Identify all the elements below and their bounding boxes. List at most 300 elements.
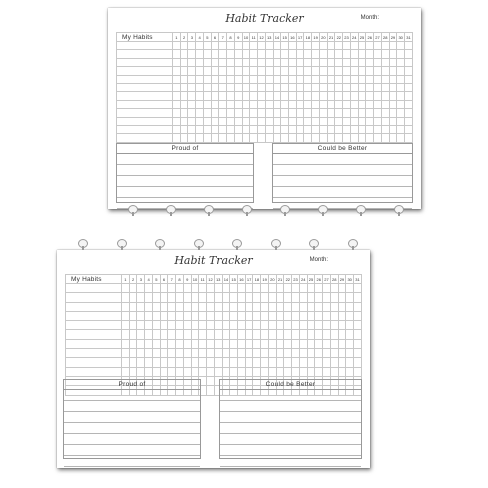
day-checkbox-cell[interactable] [258,67,266,75]
day-checkbox-cell[interactable] [381,109,389,117]
day-checkbox-cell[interactable] [327,58,335,66]
day-checkbox-cell[interactable] [183,284,191,293]
day-checkbox-cell[interactable] [238,321,246,330]
day-checkbox-cell[interactable] [268,367,276,376]
day-checkbox-cell[interactable] [405,100,413,108]
day-checkbox-cell[interactable] [281,109,289,117]
day-checkbox-cell[interactable] [323,330,331,339]
day-checkbox-cell[interactable] [258,42,266,50]
day-checkbox-cell[interactable] [242,50,250,58]
day-checkbox-cell[interactable] [281,58,289,66]
day-checkbox-cell[interactable] [234,125,242,133]
day-checkbox-cell[interactable] [196,100,204,108]
day-checkbox-cell[interactable] [381,134,389,142]
day-checkbox-cell[interactable] [292,349,300,358]
day-checkbox-cell[interactable] [405,75,413,83]
day-checkbox-cell[interactable] [122,302,130,311]
day-checkbox-cell[interactable] [281,100,289,108]
day-checkbox-cell[interactable] [203,83,211,91]
day-checkbox-cell[interactable] [196,67,204,75]
day-checkbox-cell[interactable] [176,284,184,293]
day-checkbox-cell[interactable] [145,284,153,293]
day-checkbox-cell[interactable] [261,284,269,293]
day-checkbox-cell[interactable] [253,293,261,302]
day-checkbox-cell[interactable] [292,321,300,330]
day-checkbox-cell[interactable] [358,42,366,50]
day-checkbox-cell[interactable] [276,349,284,358]
day-checkbox-cell[interactable] [354,358,362,367]
day-checkbox-cell[interactable] [304,92,312,100]
day-checkbox-cell[interactable] [219,92,227,100]
day-checkbox-cell[interactable] [122,358,130,367]
day-checkbox-cell[interactable] [203,134,211,142]
day-checkbox-cell[interactable] [137,284,145,293]
day-checkbox-cell[interactable] [281,50,289,58]
day-checkbox-cell[interactable] [299,349,307,358]
day-checkbox-cell[interactable] [343,109,351,117]
habit-name-cell[interactable] [66,311,122,320]
day-checkbox-cell[interactable] [258,100,266,108]
day-checkbox-cell[interactable] [330,330,338,339]
habit-name-cell[interactable] [117,75,173,83]
day-checkbox-cell[interactable] [307,321,315,330]
day-checkbox-cell[interactable] [234,83,242,91]
day-checkbox-cell[interactable] [268,311,276,320]
day-checkbox-cell[interactable] [312,58,320,66]
day-checkbox-cell[interactable] [168,321,176,330]
day-checkbox-cell[interactable] [366,125,374,133]
day-checkbox-cell[interactable] [312,117,320,125]
day-checkbox-cell[interactable] [350,75,358,83]
day-checkbox-cell[interactable] [242,83,250,91]
day-checkbox-cell[interactable] [397,109,405,117]
day-checkbox-cell[interactable] [346,349,354,358]
day-checkbox-cell[interactable] [160,367,168,376]
day-checkbox-cell[interactable] [330,321,338,330]
day-checkbox-cell[interactable] [250,125,258,133]
day-checkbox-cell[interactable] [307,367,315,376]
day-checkbox-cell[interactable] [327,83,335,91]
day-checkbox-cell[interactable] [335,100,343,108]
day-checkbox-cell[interactable] [338,358,346,367]
day-checkbox-cell[interactable] [242,42,250,50]
day-checkbox-cell[interactable] [296,83,304,91]
day-checkbox-cell[interactable] [191,330,199,339]
day-checkbox-cell[interactable] [227,134,235,142]
day-checkbox-cell[interactable] [397,100,405,108]
day-checkbox-cell[interactable] [312,92,320,100]
day-checkbox-cell[interactable] [358,134,366,142]
day-checkbox-cell[interactable] [191,358,199,367]
day-checkbox-cell[interactable] [168,339,176,348]
day-checkbox-cell[interactable] [273,67,281,75]
day-checkbox-cell[interactable] [335,67,343,75]
day-checkbox-cell[interactable] [327,134,335,142]
day-checkbox-cell[interactable] [307,311,315,320]
day-checkbox-cell[interactable] [137,293,145,302]
day-checkbox-cell[interactable] [183,339,191,348]
day-checkbox-cell[interactable] [234,42,242,50]
day-checkbox-cell[interactable] [160,302,168,311]
day-checkbox-cell[interactable] [284,358,292,367]
day-checkbox-cell[interactable] [191,349,199,358]
day-checkbox-cell[interactable] [145,293,153,302]
day-checkbox-cell[interactable] [173,58,181,66]
habit-name-cell[interactable] [66,330,122,339]
day-checkbox-cell[interactable] [250,92,258,100]
day-checkbox-cell[interactable] [346,284,354,293]
day-checkbox-cell[interactable] [173,83,181,91]
day-checkbox-cell[interactable] [289,83,297,91]
day-checkbox-cell[interactable] [196,92,204,100]
day-checkbox-cell[interactable] [168,349,176,358]
day-checkbox-cell[interactable] [203,75,211,83]
day-checkbox-cell[interactable] [214,349,222,358]
day-checkbox-cell[interactable] [191,302,199,311]
day-checkbox-cell[interactable] [242,67,250,75]
day-checkbox-cell[interactable] [176,302,184,311]
habit-name-cell[interactable] [66,367,122,376]
day-checkbox-cell[interactable] [381,125,389,133]
day-checkbox-cell[interactable] [358,58,366,66]
day-checkbox-cell[interactable] [245,321,253,330]
day-checkbox-cell[interactable] [242,134,250,142]
day-checkbox-cell[interactable] [312,100,320,108]
day-checkbox-cell[interactable] [304,83,312,91]
day-checkbox-cell[interactable] [289,58,297,66]
day-checkbox-cell[interactable] [183,321,191,330]
day-checkbox-cell[interactable] [219,42,227,50]
day-checkbox-cell[interactable] [234,50,242,58]
day-checkbox-cell[interactable] [234,67,242,75]
day-checkbox-cell[interactable] [234,100,242,108]
day-checkbox-cell[interactable] [296,75,304,83]
day-checkbox-cell[interactable] [276,284,284,293]
day-checkbox-cell[interactable] [199,367,207,376]
day-checkbox-cell[interactable] [319,58,327,66]
day-checkbox-cell[interactable] [160,358,168,367]
day-checkbox-cell[interactable] [268,321,276,330]
day-checkbox-cell[interactable] [245,311,253,320]
day-checkbox-cell[interactable] [168,367,176,376]
day-checkbox-cell[interactable] [253,358,261,367]
day-checkbox-cell[interactable] [214,311,222,320]
day-checkbox-cell[interactable] [381,50,389,58]
habit-name-cell[interactable] [117,83,173,91]
day-checkbox-cell[interactable] [292,367,300,376]
day-checkbox-cell[interactable] [227,100,235,108]
day-checkbox-cell[interactable] [265,50,273,58]
day-checkbox-cell[interactable] [273,134,281,142]
day-checkbox-cell[interactable] [188,109,196,117]
day-checkbox-cell[interactable] [250,50,258,58]
day-checkbox-cell[interactable] [211,109,219,117]
day-checkbox-cell[interactable] [312,67,320,75]
day-checkbox-cell[interactable] [338,284,346,293]
day-checkbox-cell[interactable] [350,50,358,58]
habit-name-cell[interactable] [66,284,122,293]
habit-name-cell[interactable] [66,358,122,367]
day-checkbox-cell[interactable] [354,321,362,330]
day-checkbox-cell[interactable] [327,75,335,83]
day-checkbox-cell[interactable] [188,50,196,58]
day-checkbox-cell[interactable] [196,42,204,50]
day-checkbox-cell[interactable] [180,50,188,58]
day-checkbox-cell[interactable] [253,330,261,339]
day-checkbox-cell[interactable] [265,117,273,125]
day-checkbox-cell[interactable] [327,117,335,125]
day-checkbox-cell[interactable] [180,117,188,125]
day-checkbox-cell[interactable] [319,67,327,75]
day-checkbox-cell[interactable] [203,100,211,108]
day-checkbox-cell[interactable] [129,311,137,320]
day-checkbox-cell[interactable] [242,109,250,117]
day-checkbox-cell[interactable] [319,125,327,133]
day-checkbox-cell[interactable] [222,321,230,330]
day-checkbox-cell[interactable] [207,339,215,348]
day-checkbox-cell[interactable] [214,284,222,293]
day-checkbox-cell[interactable] [289,125,297,133]
day-checkbox-cell[interactable] [230,293,238,302]
day-checkbox-cell[interactable] [281,67,289,75]
day-checkbox-cell[interactable] [196,83,204,91]
day-checkbox-cell[interactable] [214,339,222,348]
day-checkbox-cell[interactable] [265,92,273,100]
day-checkbox-cell[interactable] [312,50,320,58]
day-checkbox-cell[interactable] [173,67,181,75]
day-checkbox-cell[interactable] [284,321,292,330]
day-checkbox-cell[interactable] [327,42,335,50]
day-checkbox-cell[interactable] [176,293,184,302]
day-checkbox-cell[interactable] [315,367,323,376]
day-checkbox-cell[interactable] [250,117,258,125]
day-checkbox-cell[interactable] [196,75,204,83]
habit-name-cell[interactable] [66,339,122,348]
day-checkbox-cell[interactable] [335,58,343,66]
day-checkbox-cell[interactable] [374,67,382,75]
day-checkbox-cell[interactable] [389,134,397,142]
day-checkbox-cell[interactable] [299,339,307,348]
day-checkbox-cell[interactable] [374,58,382,66]
day-checkbox-cell[interactable] [199,339,207,348]
day-checkbox-cell[interactable] [389,83,397,91]
day-checkbox-cell[interactable] [227,67,235,75]
day-checkbox-cell[interactable] [152,293,160,302]
day-checkbox-cell[interactable] [173,125,181,133]
day-checkbox-cell[interactable] [191,367,199,376]
day-checkbox-cell[interactable] [296,134,304,142]
day-checkbox-cell[interactable] [354,311,362,320]
day-checkbox-cell[interactable] [296,67,304,75]
day-checkbox-cell[interactable] [227,42,235,50]
day-checkbox-cell[interactable] [354,293,362,302]
day-checkbox-cell[interactable] [183,293,191,302]
day-checkbox-cell[interactable] [238,349,246,358]
day-checkbox-cell[interactable] [258,92,266,100]
day-checkbox-cell[interactable] [207,293,215,302]
day-checkbox-cell[interactable] [222,284,230,293]
day-checkbox-cell[interactable] [238,367,246,376]
day-checkbox-cell[interactable] [230,302,238,311]
day-checkbox-cell[interactable] [296,58,304,66]
day-checkbox-cell[interactable] [122,339,130,348]
day-checkbox-cell[interactable] [253,302,261,311]
day-checkbox-cell[interactable] [343,100,351,108]
day-checkbox-cell[interactable] [358,100,366,108]
day-checkbox-cell[interactable] [296,109,304,117]
day-checkbox-cell[interactable] [374,42,382,50]
day-checkbox-cell[interactable] [338,321,346,330]
day-checkbox-cell[interactable] [219,50,227,58]
day-checkbox-cell[interactable] [199,330,207,339]
day-checkbox-cell[interactable] [273,42,281,50]
day-checkbox-cell[interactable] [145,349,153,358]
day-checkbox-cell[interactable] [350,117,358,125]
day-checkbox-cell[interactable] [207,311,215,320]
day-checkbox-cell[interactable] [258,50,266,58]
day-checkbox-cell[interactable] [173,100,181,108]
day-checkbox-cell[interactable] [145,311,153,320]
day-checkbox-cell[interactable] [405,117,413,125]
day-checkbox-cell[interactable] [374,83,382,91]
day-checkbox-cell[interactable] [307,284,315,293]
day-checkbox-cell[interactable] [145,339,153,348]
day-checkbox-cell[interactable] [129,284,137,293]
day-checkbox-cell[interactable] [296,117,304,125]
day-checkbox-cell[interactable] [312,42,320,50]
day-checkbox-cell[interactable] [207,302,215,311]
day-checkbox-cell[interactable] [299,358,307,367]
day-checkbox-cell[interactable] [196,125,204,133]
day-checkbox-cell[interactable] [330,302,338,311]
day-checkbox-cell[interactable] [327,125,335,133]
day-checkbox-cell[interactable] [299,311,307,320]
day-checkbox-cell[interactable] [122,293,130,302]
habit-name-cell[interactable] [117,117,173,125]
day-checkbox-cell[interactable] [268,330,276,339]
day-checkbox-cell[interactable] [397,50,405,58]
day-checkbox-cell[interactable] [273,125,281,133]
day-checkbox-cell[interactable] [327,92,335,100]
day-checkbox-cell[interactable] [258,83,266,91]
day-checkbox-cell[interactable] [381,100,389,108]
day-checkbox-cell[interactable] [335,134,343,142]
day-checkbox-cell[interactable] [219,83,227,91]
day-checkbox-cell[interactable] [265,58,273,66]
day-checkbox-cell[interactable] [173,134,181,142]
day-checkbox-cell[interactable] [261,293,269,302]
day-checkbox-cell[interactable] [366,109,374,117]
day-checkbox-cell[interactable] [191,293,199,302]
day-checkbox-cell[interactable] [299,330,307,339]
day-checkbox-cell[interactable] [319,100,327,108]
day-checkbox-cell[interactable] [234,75,242,83]
day-checkbox-cell[interactable] [327,67,335,75]
day-checkbox-cell[interactable] [168,311,176,320]
day-checkbox-cell[interactable] [354,302,362,311]
day-checkbox-cell[interactable] [180,42,188,50]
day-checkbox-cell[interactable] [315,330,323,339]
day-checkbox-cell[interactable] [207,367,215,376]
day-checkbox-cell[interactable] [397,58,405,66]
day-checkbox-cell[interactable] [397,42,405,50]
day-checkbox-cell[interactable] [346,321,354,330]
day-checkbox-cell[interactable] [273,100,281,108]
day-checkbox-cell[interactable] [284,367,292,376]
day-checkbox-cell[interactable] [253,339,261,348]
day-checkbox-cell[interactable] [196,58,204,66]
day-checkbox-cell[interactable] [330,293,338,302]
day-checkbox-cell[interactable] [211,83,219,91]
day-checkbox-cell[interactable] [374,92,382,100]
day-checkbox-cell[interactable] [330,367,338,376]
day-checkbox-cell[interactable] [346,330,354,339]
day-checkbox-cell[interactable] [137,358,145,367]
day-checkbox-cell[interactable] [281,92,289,100]
habit-name-cell[interactable] [117,50,173,58]
day-checkbox-cell[interactable] [214,302,222,311]
day-checkbox-cell[interactable] [330,311,338,320]
day-checkbox-cell[interactable] [245,367,253,376]
day-checkbox-cell[interactable] [304,58,312,66]
day-checkbox-cell[interactable] [323,349,331,358]
day-checkbox-cell[interactable] [327,100,335,108]
day-checkbox-cell[interactable] [227,75,235,83]
day-checkbox-cell[interactable] [335,75,343,83]
day-checkbox-cell[interactable] [230,330,238,339]
day-checkbox-cell[interactable] [284,284,292,293]
day-checkbox-cell[interactable] [176,330,184,339]
day-checkbox-cell[interactable] [268,349,276,358]
day-checkbox-cell[interactable] [250,109,258,117]
day-checkbox-cell[interactable] [281,42,289,50]
day-checkbox-cell[interactable] [265,100,273,108]
day-checkbox-cell[interactable] [160,311,168,320]
day-checkbox-cell[interactable] [299,302,307,311]
day-checkbox-cell[interactable] [261,349,269,358]
day-checkbox-cell[interactable] [346,358,354,367]
day-checkbox-cell[interactable] [222,330,230,339]
day-checkbox-cell[interactable] [196,134,204,142]
habit-name-cell[interactable] [66,302,122,311]
day-checkbox-cell[interactable] [304,117,312,125]
day-checkbox-cell[interactable] [405,50,413,58]
day-checkbox-cell[interactable] [191,339,199,348]
day-checkbox-cell[interactable] [219,117,227,125]
day-checkbox-cell[interactable] [227,50,235,58]
day-checkbox-cell[interactable] [338,339,346,348]
day-checkbox-cell[interactable] [230,339,238,348]
day-checkbox-cell[interactable] [211,100,219,108]
day-checkbox-cell[interactable] [346,367,354,376]
day-checkbox-cell[interactable] [219,58,227,66]
day-checkbox-cell[interactable] [268,358,276,367]
day-checkbox-cell[interactable] [284,311,292,320]
day-checkbox-cell[interactable] [176,367,184,376]
day-checkbox-cell[interactable] [346,339,354,348]
day-checkbox-cell[interactable] [374,117,382,125]
day-checkbox-cell[interactable] [273,109,281,117]
day-checkbox-cell[interactable] [366,42,374,50]
day-checkbox-cell[interactable] [327,109,335,117]
day-checkbox-cell[interactable] [273,92,281,100]
day-checkbox-cell[interactable] [183,367,191,376]
day-checkbox-cell[interactable] [199,302,207,311]
day-checkbox-cell[interactable] [253,349,261,358]
day-checkbox-cell[interactable] [207,284,215,293]
day-checkbox-cell[interactable] [335,83,343,91]
day-checkbox-cell[interactable] [173,42,181,50]
